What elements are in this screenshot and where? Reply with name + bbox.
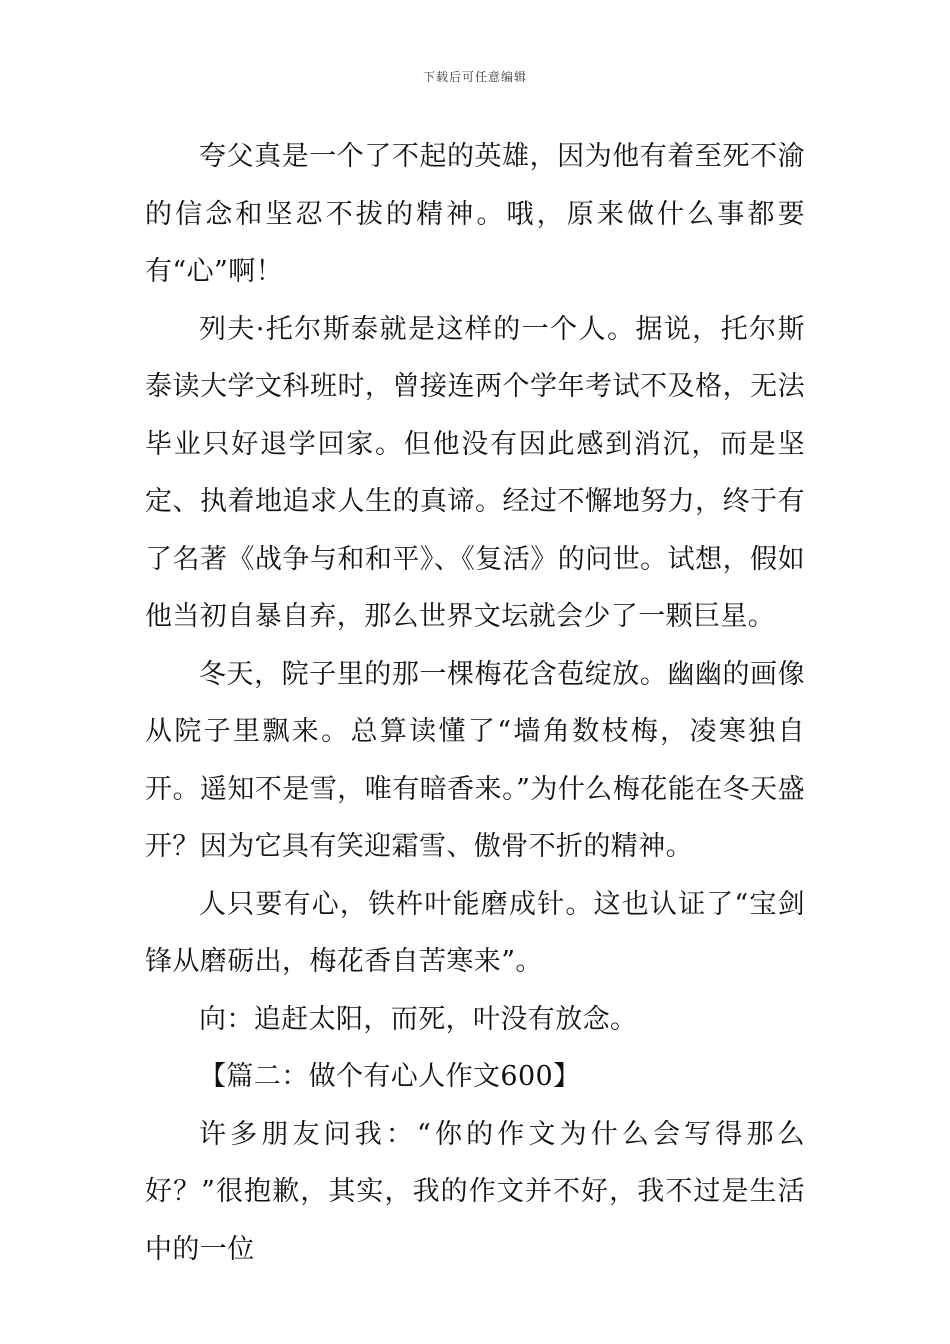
paragraph-kuafu: 夸父真是一个了不起的英雄，因为他有着至死不渝的信念和坚忍不拔的精神。哦，原来做什么事都要有“心”啊！ [145, 141, 805, 287]
section-heading: 【篇二：做个有心人作文600】 [199, 1061, 581, 1092]
paragraph-sun-chase: 向：追赶太阳，而死，叶没有放念。 [199, 1003, 638, 1035]
paragraph-plum-blossom: 冬天，院子里的那一棵梅花含苞绽放。幽幽的画像从院子里飘来。总算读懂了“墙角数枝梅，凌寒独自开。遥知不是雪，唯有暗香来。”为什么梅花能在冬天盛开？因为它具有笑迎霜雪、傲骨不折的精神。 [145, 658, 805, 862]
paragraph-friends-question: 许多朋友问我：“你的作文为什么会写得那么好？”很抱歉，其实，我的作文并不好，我不过是生活中的一位 [145, 1118, 805, 1265]
paragraph-tolstoy: 列夫·托尔斯泰就是这样的一个人。据说，托尔斯泰读大学文科班时，曾接连两个学年考试不及格，无法毕业只好退学回家。但他没有因此感到消沉，而是坚定、执着地追求人生的真谛。经过不懈地努力，终于有了名著《战争与和和平》、《复活》的问世。试想，假如他当初自暴自弃，那么世界文坛就会少了一颗巨星。 [145, 313, 805, 632]
paragraph-perseverance: 人只要有心，铁杵叶能磨成针。这也认证了“宝剑锋从磨砺出，梅花香自苦寒来”。 [145, 888, 805, 977]
page-header: 下载后可任意编辑 [422, 70, 527, 84]
document-body [145, 128, 805, 1278]
